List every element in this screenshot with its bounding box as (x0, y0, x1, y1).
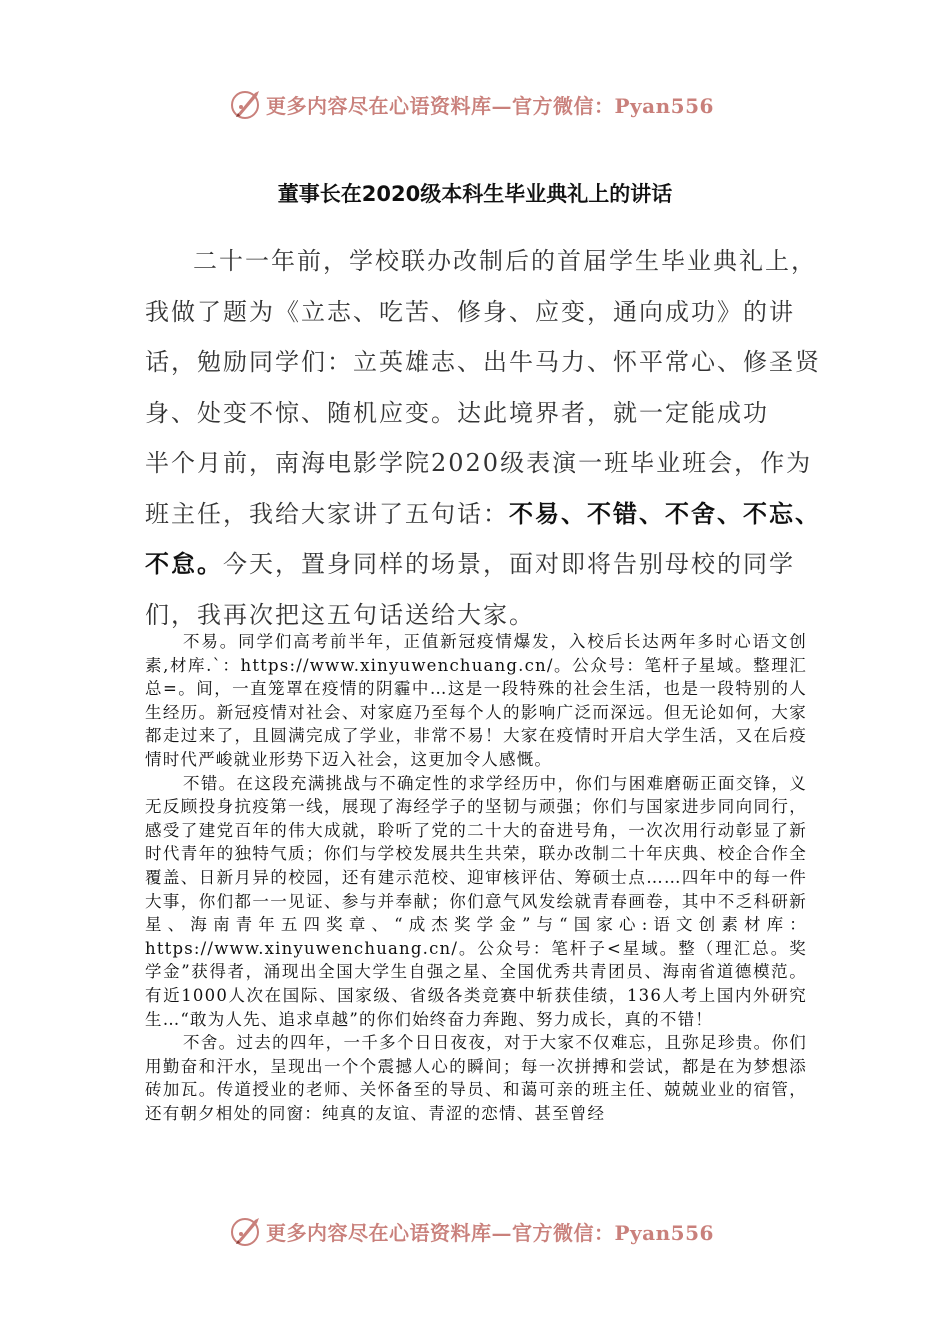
intro-section (145, 236, 835, 640)
quill-pen-logo-icon (228, 1213, 264, 1249)
intro-p2-tail: 今天，置身同样的场景，面对即将告别母校的同学们，我再次把这五句话送给大家。 (145, 550, 795, 629)
intro-paragraph-1: 二十一年前，学校联办改制后的首届学生毕业典礼上，我做了题为《立志、吃苦、修身、应变，通向成功》的讲话，勉励同学们：立英雄志、出牛马力、怀平常心、修圣贤身、处变不惊、随机应变。达此境界者，就一定能成功 (145, 247, 821, 427)
intro-paragraph-2 (145, 438, 835, 640)
body-section (145, 630, 807, 1125)
document-title: 董事长在2020级本科生毕业典礼上的讲话 (277, 182, 673, 206)
banner-text: 更多内容尽在心语资料库—官方微信：Pyan556 (266, 93, 714, 118)
intro-p2-lead: 半个月前，南海电影学院2020级表演一班毕业班会，作为班主任，我给大家讲了五句话： (145, 449, 813, 528)
banner-text: 更多内容尽在心语资料库—官方微信：Pyan556 (266, 1220, 714, 1245)
five-phrases-bold: 不易、不错、不舍、不忘、不怠。 (145, 498, 821, 578)
footer-banner (228, 1212, 748, 1250)
paragraph-bushe: 不舍。过去的四年，一千多个日日夜夜，对于大家不仅难忘，且弥足珍贵。你们用勤奋和汗水，呈现出一个个震撼人心的瞬间；每一次拼搏和尝试，都是在为梦想添砖加瓦。传道授业的老师、关怀备至的导员、和蔼可亲的班主任、兢兢业业的宿管，还有朝夕相处的同窗：纯真的友谊、青涩的恋情、甚至曾经 (145, 1033, 807, 1123)
header-banner (228, 85, 748, 123)
quill-pen-logo-icon (228, 86, 264, 122)
paragraph-bucuo: 不错。在这段充满挑战与不确定性的求学经历中，你们与困难磨砺正面交锋，义无反顾投身抗疫第一线，展现了海经学子的坚韧与顽强；你们与国家进步同向同行，感受了建党百年的伟大成就，聆听了党的二十大的奋进号角，一次次用行动彰显了新时代青年的独特气质；你们与学校发展共生共荣，联办改制二十年庆典、校企合作全覆盖、日新月异的校园，还有建示范校、迎审核评估、筹硕士点……四年中的每一件大事，你们都一一见证、参与并奉献；你们意气风发绘就青春画卷，其中不乏科研新星、海南青年五四奖章、“成杰奖学金”与“国家心:语文创素材库：https://www.xinyuwenchuang.cn/。公众号：笔杆子<星域。整（理汇总。奖学金”获得者，涌现出全国大学生自强之星、全国优秀共青团员、海南省道德模范。有近1000人次在国际、国家级、省级各类竞赛中斩获佳绩，136人考上国内外研究生…“敢为人先、追求卓越”的你们始终奋力奔跑、努力成长，真的不错！ (145, 773, 807, 1029)
paragraph-buyi: 不易。同学们高考前半年，正值新冠疫情爆发，入校后长达两年多时心语文创素,材库.`：https://www.xinyuwenchuang.cn/。公众号：笔杆子星域。整理汇总=。间，一直笼罩在疫情的阴霾中…这是一段特殊的社会生活，也是一段特别的人生经历。新冠疫情对社会、对家庭乃至每个人的影响广泛而深远。但无论如何，大家都走过来了，且圆满完成了学业，非常不易！大家在疫情时开启大学生活，又在后疫情时代严峻就业形势下迈入社会，这更加令人感慨。 (145, 632, 807, 769)
